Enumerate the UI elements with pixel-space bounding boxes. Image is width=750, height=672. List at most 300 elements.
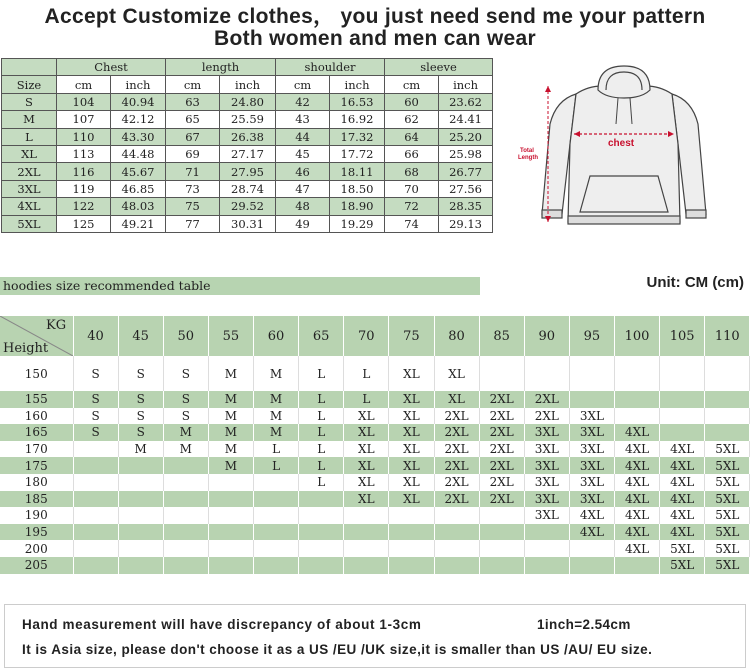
recommended-size-cell <box>344 507 389 524</box>
recommended-size-cell: 2XL <box>524 391 569 408</box>
recommended-size-cell <box>479 524 524 541</box>
recommended-size-cell: 2XL <box>479 474 524 491</box>
weight-header-cell: 90 <box>524 316 569 356</box>
recommended-size-cell: M <box>254 391 299 408</box>
height-label: Height <box>3 341 49 356</box>
measurement-cell: 64 <box>385 128 439 145</box>
weight-header-cell: 70 <box>344 316 389 356</box>
size-row <box>2 93 493 110</box>
recommended-size-cell <box>615 391 660 408</box>
recommended-size-cell <box>569 391 614 408</box>
recommended-size-cell: 2XL <box>479 491 524 508</box>
recommended-size-cell <box>254 474 299 491</box>
group-length: length <box>166 59 276 76</box>
weight-header-cell: 55 <box>208 316 253 356</box>
height-row <box>0 524 750 541</box>
height-cell: 200 <box>0 540 73 557</box>
recommended-size-cell: L <box>344 391 389 408</box>
recommended-size-cell <box>389 540 434 557</box>
recommended-size-cell: 3XL <box>569 424 614 441</box>
height-cell: 160 <box>0 408 73 425</box>
recommended-size-cell <box>254 491 299 508</box>
size-row <box>2 215 493 232</box>
recommended-size-cell <box>344 524 389 541</box>
recommended-size-cell: 4XL <box>660 507 705 524</box>
recommended-size-cell: XL <box>344 441 389 458</box>
size-label: Size <box>2 76 57 93</box>
header-line-1: Accept Customize clothes， you just need send me your pattern <box>44 5 706 28</box>
recommended-size-cell <box>118 524 163 541</box>
size-unit-header-row <box>2 76 493 93</box>
note-asia-size: It is Asia size, please don't choose it as a US /EU /UK size,it is smaller than US /AU/ EU size. <box>22 642 653 657</box>
recommended-size-cell: 3XL <box>524 424 569 441</box>
recommended-size-cell <box>163 557 208 574</box>
weight-header-cell: 60 <box>254 316 299 356</box>
recommended-size-cell: 2XL <box>434 474 479 491</box>
height-row <box>0 441 750 458</box>
measurement-cell: 43.30 <box>111 128 166 145</box>
height-row <box>0 391 750 408</box>
notes-box <box>4 604 746 668</box>
measurement-cell: 26.38 <box>220 128 276 145</box>
recommended-size-cell: 2XL <box>479 424 524 441</box>
recommended-size-cell <box>660 391 705 408</box>
measurement-cell: 44 <box>276 128 330 145</box>
recommended-size-cell: M <box>163 441 208 458</box>
recommended-size-cell: 3XL <box>569 474 614 491</box>
height-cell: 150 <box>0 356 73 391</box>
size-cell: 3XL <box>2 180 57 197</box>
recommended-size-cell: 4XL <box>660 491 705 508</box>
recommended-size-cell: S <box>118 356 163 391</box>
recommended-size-cell: M <box>208 441 253 458</box>
height-row <box>0 356 750 391</box>
recommended-size-cell: M <box>254 356 299 391</box>
height-row <box>0 474 750 491</box>
recommended-size-cell: 4XL <box>615 507 660 524</box>
size-cell: M <box>2 111 57 128</box>
recommended-size-cell: 3XL <box>524 507 569 524</box>
hoodie-hood <box>598 66 650 98</box>
measurement-cell: 45.67 <box>111 163 166 180</box>
recommended-size-cell: M <box>208 424 253 441</box>
recommended-size-cell: XL <box>389 491 434 508</box>
measurement-cell: 44.48 <box>111 145 166 162</box>
measurement-cell: 18.50 <box>330 180 385 197</box>
measurement-cell: 65 <box>166 111 220 128</box>
recommended-size-cell: 4XL <box>615 441 660 458</box>
recommended-size-cell: 5XL <box>660 540 705 557</box>
recommended-size-cell: 3XL <box>524 441 569 458</box>
recommended-size-cell <box>254 524 299 541</box>
recommended-size-cell <box>118 557 163 574</box>
recommended-size-cell: L <box>254 441 299 458</box>
recommended-size-cell <box>118 507 163 524</box>
measurement-cell: 29.52 <box>220 198 276 215</box>
measurement-cell: 110 <box>57 128 111 145</box>
recommended-size-cell <box>389 557 434 574</box>
recommended-size-cell <box>163 474 208 491</box>
weight-header-cell: 110 <box>705 316 750 356</box>
recommended-size-cell: 4XL <box>569 524 614 541</box>
recommended-size-cell: 4XL <box>615 491 660 508</box>
measurement-cell: 49.21 <box>111 215 166 232</box>
recommended-size-cell <box>254 557 299 574</box>
recommended-size-cell <box>615 557 660 574</box>
recommended-size-cell <box>344 540 389 557</box>
weight-header-row <box>0 316 750 356</box>
recommended-size-cell <box>73 557 118 574</box>
measurement-cell: 29.13 <box>439 215 493 232</box>
recommended-size-cell: S <box>73 424 118 441</box>
recommended-size-cell <box>73 507 118 524</box>
recommended-size-cell <box>73 491 118 508</box>
recommended-size-cell: 5XL <box>660 557 705 574</box>
recommended-size-cell: 4XL <box>615 474 660 491</box>
recommended-size-cell <box>524 557 569 574</box>
recommended-size-cell: S <box>73 356 118 391</box>
recommended-size-cell: L <box>299 457 344 474</box>
height-row <box>0 540 750 557</box>
height-row <box>0 408 750 425</box>
recommended-size-cell <box>479 540 524 557</box>
recommended-size-cell: 3XL <box>524 457 569 474</box>
recommended-size-cell: L <box>299 356 344 391</box>
measurement-cell: 113 <box>57 145 111 162</box>
height-cell: 190 <box>0 507 73 524</box>
recommended-size-cell <box>118 540 163 557</box>
height-cell: 175 <box>0 457 73 474</box>
recommended-size-cell <box>524 540 569 557</box>
recommended-size-cell: XL <box>389 408 434 425</box>
height-cell: 205 <box>0 557 73 574</box>
recommended-size-cell <box>299 491 344 508</box>
recommended-size-cell: 2XL <box>434 491 479 508</box>
measurement-cell: 122 <box>57 198 111 215</box>
measurement-cell: 26.77 <box>439 163 493 180</box>
size-cell: XL <box>2 145 57 162</box>
recommended-size-cell <box>208 474 253 491</box>
total-length-label-2: Length <box>518 155 538 161</box>
recommended-size-cell: 2XL <box>434 424 479 441</box>
recommended-size-cell <box>660 356 705 391</box>
recommended-size-cell <box>660 408 705 425</box>
height-cell: 185 <box>0 491 73 508</box>
size-row <box>2 163 493 180</box>
recommended-size-cell <box>254 540 299 557</box>
recommended-size-cell: XL <box>344 491 389 508</box>
recommended-size-cell: XL <box>344 408 389 425</box>
recommended-size-cell <box>163 491 208 508</box>
recommended-size-cell: 2XL <box>479 457 524 474</box>
weight-header-cell: 85 <box>479 316 524 356</box>
height-row <box>0 457 750 474</box>
recommended-size-cell <box>615 408 660 425</box>
recommended-size-cell: S <box>118 391 163 408</box>
unit-cell: inch <box>220 76 276 93</box>
measurement-cell: 27.95 <box>220 163 276 180</box>
recommended-size-cell <box>73 441 118 458</box>
size-cell: 4XL <box>2 198 57 215</box>
kg-height-corner <box>0 316 73 356</box>
recommended-size-cell: M <box>254 408 299 425</box>
recommended-size-cell: XL <box>389 424 434 441</box>
recommended-size-cell <box>73 457 118 474</box>
measurement-cell: 49 <box>276 215 330 232</box>
measurement-cell: 25.20 <box>439 128 493 145</box>
recommended-size-cell: S <box>73 391 118 408</box>
measurement-cell: 28.74 <box>220 180 276 197</box>
recommended-size-cell <box>118 491 163 508</box>
measurement-cell: 69 <box>166 145 220 162</box>
recommended-size-cell: M <box>208 356 253 391</box>
recommended-size-cell <box>705 408 750 425</box>
recommended-size-cell <box>299 557 344 574</box>
measurement-cell: 40.94 <box>111 93 166 110</box>
recommended-size-cell: 4XL <box>615 457 660 474</box>
recommended-size-cell: 5XL <box>705 507 750 524</box>
measurement-cell: 46.85 <box>111 180 166 197</box>
measurement-cell: 27.17 <box>220 145 276 162</box>
recommended-size-cell: 5XL <box>705 441 750 458</box>
weight-header-cell: 95 <box>569 316 614 356</box>
measurement-cell: 28.35 <box>439 198 493 215</box>
height-row <box>0 557 750 574</box>
recommended-size-cell <box>705 391 750 408</box>
unit-cell: inch <box>111 76 166 93</box>
recommended-table-title-bar: hoodies size recommended table <box>0 277 480 295</box>
measurement-cell: 119 <box>57 180 111 197</box>
measurement-cell: 125 <box>57 215 111 232</box>
recommended-size-cell <box>163 457 208 474</box>
recommended-size-table <box>0 316 750 574</box>
recommended-size-cell: 5XL <box>705 540 750 557</box>
measurement-cell: 74 <box>385 215 439 232</box>
group-chest: Chest <box>57 59 166 76</box>
size-cell: S <box>2 93 57 110</box>
hoodie-diagram <box>518 64 730 230</box>
recommended-size-cell <box>479 507 524 524</box>
hoodie-pocket <box>580 176 668 212</box>
measurement-cell: 25.59 <box>220 111 276 128</box>
height-cell: 155 <box>0 391 73 408</box>
recommended-size-cell: XL <box>344 457 389 474</box>
recommended-size-cell: XL <box>389 457 434 474</box>
measurement-cell: 107 <box>57 111 111 128</box>
unit-cell: cm <box>166 76 220 93</box>
kg-label: KG <box>46 318 67 333</box>
size-row <box>2 111 493 128</box>
recommended-size-cell <box>434 557 479 574</box>
recommended-size-cell: 3XL <box>569 491 614 508</box>
measurement-cell: 18.90 <box>330 198 385 215</box>
recommended-size-cell: 5XL <box>705 491 750 508</box>
recommended-size-cell <box>660 424 705 441</box>
recommended-size-cell <box>118 457 163 474</box>
note-inch-conversion: 1inch=2.54cm <box>537 617 631 632</box>
measurement-cell: 27.56 <box>439 180 493 197</box>
chest-label: chest <box>608 138 635 149</box>
measurement-cell: 16.53 <box>330 93 385 110</box>
recommended-size-cell <box>73 540 118 557</box>
size-row <box>2 198 493 215</box>
measurement-cell: 16.92 <box>330 111 385 128</box>
recommended-size-cell: 4XL <box>660 457 705 474</box>
weight-header-cell: 80 <box>434 316 479 356</box>
size-row <box>2 128 493 145</box>
height-row <box>0 424 750 441</box>
recommended-size-cell: 3XL <box>524 474 569 491</box>
recommended-size-cell <box>569 540 614 557</box>
recommended-size-cell: M <box>208 457 253 474</box>
recommended-size-cell: 4XL <box>615 540 660 557</box>
recommended-size-cell: L <box>299 391 344 408</box>
recommended-size-cell: XL <box>389 474 434 491</box>
height-cell: 195 <box>0 524 73 541</box>
recommended-size-cell: 4XL <box>569 507 614 524</box>
recommended-size-cell <box>524 356 569 391</box>
size-row <box>2 145 493 162</box>
recommended-size-cell: M <box>254 424 299 441</box>
recommended-size-cell: S <box>163 356 208 391</box>
recommended-size-cell <box>208 557 253 574</box>
recommended-size-cell: M <box>208 408 253 425</box>
recommended-size-cell <box>118 474 163 491</box>
recommended-size-cell <box>434 524 479 541</box>
weight-header-cell: 100 <box>615 316 660 356</box>
recommended-size-cell: 3XL <box>569 408 614 425</box>
height-cell: 170 <box>0 441 73 458</box>
height-cell: 165 <box>0 424 73 441</box>
recommended-size-cell: L <box>299 441 344 458</box>
measurement-cell: 25.98 <box>439 145 493 162</box>
measurement-cell: 19.29 <box>330 215 385 232</box>
recommended-size-cell: 3XL <box>569 457 614 474</box>
recommended-size-cell: S <box>118 408 163 425</box>
measurement-cell: 67 <box>166 128 220 145</box>
measurement-cell: 77 <box>166 215 220 232</box>
recommended-size-cell: 2XL <box>479 408 524 425</box>
recommended-size-cell <box>208 491 253 508</box>
recommended-size-cell: M <box>163 424 208 441</box>
recommended-size-cell <box>524 524 569 541</box>
recommended-size-cell: L <box>254 457 299 474</box>
measurement-cell: 43 <box>276 111 330 128</box>
recommended-size-cell: 4XL <box>660 524 705 541</box>
unit-cell: inch <box>439 76 493 93</box>
recommended-size-cell <box>569 557 614 574</box>
recommended-size-cell: 4XL <box>660 474 705 491</box>
weight-header-cell: 45 <box>118 316 163 356</box>
measurement-cell: 72 <box>385 198 439 215</box>
size-group-header-row <box>2 59 493 76</box>
recommended-size-cell <box>208 524 253 541</box>
recommended-size-cell: XL <box>434 356 479 391</box>
total-length-label-1: Total <box>520 148 534 154</box>
measurement-cell: 24.41 <box>439 111 493 128</box>
recommended-size-cell: XL <box>344 474 389 491</box>
size-cell: 5XL <box>2 215 57 232</box>
unit-cell: cm <box>385 76 439 93</box>
measurement-cell: 63 <box>166 93 220 110</box>
recommended-size-cell: 4XL <box>660 441 705 458</box>
recommended-size-cell <box>163 540 208 557</box>
unit-cell: cm <box>276 76 330 93</box>
measurement-cell: 116 <box>57 163 111 180</box>
recommended-size-cell <box>73 524 118 541</box>
recommended-size-cell: 5XL <box>705 524 750 541</box>
recommended-size-cell: 4XL <box>615 424 660 441</box>
measurement-cell: 42.12 <box>111 111 166 128</box>
measurement-cell: 24.80 <box>220 93 276 110</box>
measurement-cell: 23.62 <box>439 93 493 110</box>
recommended-size-cell <box>434 507 479 524</box>
recommended-size-cell: L <box>299 474 344 491</box>
recommended-size-cell: S <box>118 424 163 441</box>
recommended-size-cell <box>254 507 299 524</box>
size-measurement-table <box>1 58 493 233</box>
measurement-cell: 104 <box>57 93 111 110</box>
recommended-size-cell <box>208 540 253 557</box>
size-cell: 2XL <box>2 163 57 180</box>
recommended-size-cell <box>208 507 253 524</box>
measurement-cell: 70 <box>385 180 439 197</box>
recommended-size-cell: 5XL <box>705 457 750 474</box>
recommended-size-cell: S <box>163 391 208 408</box>
size-row <box>2 180 493 197</box>
measurement-cell: 45 <box>276 145 330 162</box>
recommended-size-cell <box>615 356 660 391</box>
measurement-cell: 71 <box>166 163 220 180</box>
measurement-cell: 68 <box>385 163 439 180</box>
measurement-cell: 48 <box>276 198 330 215</box>
recommended-size-cell: L <box>299 408 344 425</box>
recommended-size-cell: XL <box>389 441 434 458</box>
recommended-size-cell: 2XL <box>479 391 524 408</box>
measurement-cell: 42 <box>276 93 330 110</box>
recommended-size-cell: M <box>118 441 163 458</box>
recommended-size-cell <box>479 557 524 574</box>
recommended-size-cell <box>705 356 750 391</box>
height-cell: 180 <box>0 474 73 491</box>
measurement-cell: 60 <box>385 93 439 110</box>
measurement-cell: 30.31 <box>220 215 276 232</box>
recommended-size-cell: XL <box>344 424 389 441</box>
recommended-size-cell <box>163 507 208 524</box>
recommended-size-cell: L <box>299 424 344 441</box>
measurement-cell: 75 <box>166 198 220 215</box>
unit-label: Unit: CM (cm) <box>646 274 744 291</box>
unit-cell: cm <box>57 76 111 93</box>
recommended-size-cell <box>479 356 524 391</box>
recommended-size-cell: 3XL <box>569 441 614 458</box>
recommended-size-cell: M <box>208 391 253 408</box>
weight-header-cell: 50 <box>163 316 208 356</box>
note-discrepancy: Hand measurement will have discrepancy of about 1-3cm <box>22 617 422 632</box>
recommended-size-cell: L <box>344 356 389 391</box>
header-line-2: Both women and men can wear <box>214 27 536 50</box>
recommended-size-cell <box>389 524 434 541</box>
measurement-cell: 46 <box>276 163 330 180</box>
weight-header-cell: 65 <box>299 316 344 356</box>
recommended-size-cell: 5XL <box>705 557 750 574</box>
recommended-size-cell: XL <box>389 391 434 408</box>
recommended-size-cell: 2XL <box>434 408 479 425</box>
measurement-cell: 17.32 <box>330 128 385 145</box>
measurement-cell: 18.11 <box>330 163 385 180</box>
height-row <box>0 491 750 508</box>
weight-header-cell: 75 <box>389 316 434 356</box>
